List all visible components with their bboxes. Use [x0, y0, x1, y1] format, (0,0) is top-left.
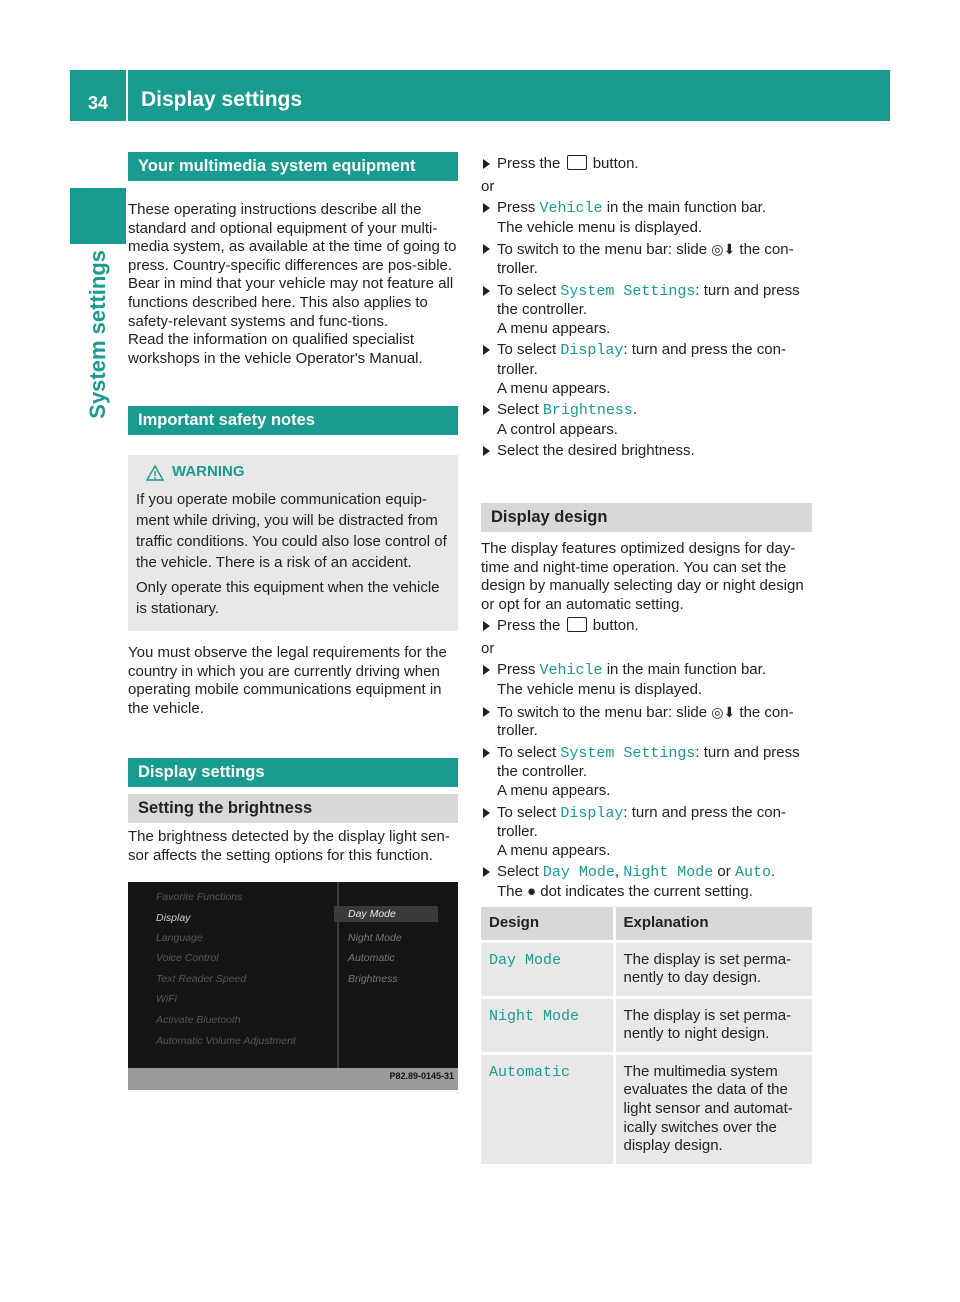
table-cell: The display is set perma-nently to day design. [614, 941, 812, 997]
left-column [128, 152, 458, 866]
or-text: or [481, 177, 495, 195]
instruction-step: Select Brightness. A control appears. [481, 401, 812, 439]
screen-option-selected: Day Mode [334, 906, 438, 922]
screen-menu-item: Language [156, 932, 203, 944]
screen-menu-item: Voice Control [156, 952, 219, 964]
warning-box [128, 455, 458, 631]
paragraph: These operating instructions describe all the standard and optional equipment of your multi-media system, as available at the time of going to press. Country-specific differences are pos-sible. Bear in mind that your vehicle may not feature all functions described here. This also applies to safety-relevant systems and func-tions. [128, 201, 457, 330]
screen-option: Automatic [348, 952, 395, 964]
warning-text: Only operate this equipment when the vehicle is stationary. [136, 578, 440, 617]
section-heading-safety: Important safety notes [128, 406, 458, 435]
paragraph: You must observe the legal requirements for the country in which you are currently driving when operating mobile communications equipment in the vehicle. [128, 643, 447, 717]
table-cell: Night Mode [481, 997, 614, 1053]
figure-id: P82.89-0145-31 [389, 1071, 454, 1082]
subsection-heading-brightness: Setting the brightness [128, 794, 458, 823]
warning-text: If you operate mobile communication equip-ment while driving, you will be distracted from traffic conditions. You could also lose control of the vehicle. There is a risk of an accident. [136, 490, 447, 571]
page-number: 34 [87, 93, 109, 113]
menu-code: Vehicle [539, 662, 603, 680]
table-cell: The multimedia system evaluates the data of the light sensor and automat-ically switches over the display design. [614, 1053, 812, 1163]
screen-option: Night Mode [348, 932, 402, 944]
paragraph: The display features optimized designs for day-time and night-time operation. You can set the design by manually selecting day or night design or opt for an automatic setting. [481, 539, 804, 613]
table-cell: The display is set perma-nently to night design. [614, 997, 812, 1053]
table-header: Design [481, 907, 614, 941]
instruction-step: To select Display: turn and press the con-troller. A menu appears. [481, 341, 812, 398]
menu-code: Display [560, 342, 624, 360]
instruction-step: Press the button. [481, 155, 812, 174]
table-header-row [481, 907, 812, 941]
instruction-step: To switch to the menu bar: slide ◎⬇ the con-troller. [481, 240, 812, 278]
vehicle-button-icon [567, 617, 587, 632]
instruction-step: Press the button. [481, 617, 812, 636]
table-cell: Automatic [481, 1053, 614, 1163]
section-heading-display-settings: Display settings [128, 758, 458, 787]
instruction-step: Select Day Mode, Night Mode or Auto. The ● dot indicates the current setting. [481, 863, 812, 901]
menu-code: Night Mode [623, 864, 714, 882]
table-header: Explanation [614, 907, 812, 941]
header-divider [126, 70, 128, 121]
controller-slide-down-icon: ◎⬇ [711, 241, 736, 258]
paragraph: Read the information on qualified specialist workshops in the vehicle Operator's Manual. [128, 331, 423, 367]
screen-menu-item: Display [156, 912, 191, 924]
menu-code: System Settings [560, 744, 696, 762]
right-column [481, 152, 812, 902]
table-cell: Day Mode [481, 941, 614, 997]
table-row [481, 1053, 812, 1163]
table-row [481, 997, 812, 1053]
instruction-step: Select the desired brightness. [481, 442, 812, 461]
page-title: Display settings [141, 88, 303, 111]
menu-code: Vehicle [539, 200, 603, 218]
screen-menu-item: Text Reader Speed [156, 973, 247, 985]
screen-menu-item: Favorite Functions [156, 891, 243, 903]
screen-option: Brightness [348, 973, 398, 985]
screen-menu-item: WiFi [156, 993, 177, 1005]
warning-triangle-icon [146, 465, 164, 481]
vehicle-button-icon [567, 155, 587, 170]
menu-code: Brightness [542, 402, 633, 420]
instruction-step: To select System Settings: turn and press the controller. A menu appears. [481, 744, 812, 801]
paragraph: The brightness detected by the display light sen-sor affects the setting options for this function. [128, 828, 450, 864]
warning-label: WARNING [172, 463, 245, 481]
side-tab-label: System settings [85, 250, 110, 419]
table-row [481, 941, 812, 997]
screen-menu-item: Automatic Volume Adjustment [156, 1035, 296, 1047]
menu-code: Display [560, 804, 624, 822]
design-table [481, 907, 812, 1164]
instruction-step: To select System Settings: turn and press the controller. A menu appears. [481, 282, 812, 339]
side-tab-marker [70, 188, 126, 244]
instruction-step: Press Vehicle in the main function bar. The vehicle menu is displayed. [481, 661, 812, 699]
menu-code: Day Mode [542, 864, 615, 882]
instruction-step: Press Vehicle in the main function bar. The vehicle menu is displayed. [481, 199, 812, 237]
instruction-step: To switch to the menu bar: slide ◎⬇ the con-troller. [481, 703, 812, 741]
display-screenshot [128, 882, 458, 1090]
instruction-step: To select Display: turn and press the con-troller. A menu appears. [481, 804, 812, 861]
controller-slide-down-icon: ◎⬇ [711, 703, 736, 720]
or-text: or [481, 639, 495, 657]
menu-code: Auto [734, 864, 771, 882]
warning-title [136, 463, 450, 482]
screen-menu-item: Activate Bluetooth [156, 1014, 241, 1026]
section-heading-equipment: Your multimedia system equipment [128, 152, 458, 181]
subsection-heading-display-design: Display design [481, 503, 812, 532]
side-tab [86, 250, 110, 470]
menu-code: System Settings [560, 282, 696, 300]
